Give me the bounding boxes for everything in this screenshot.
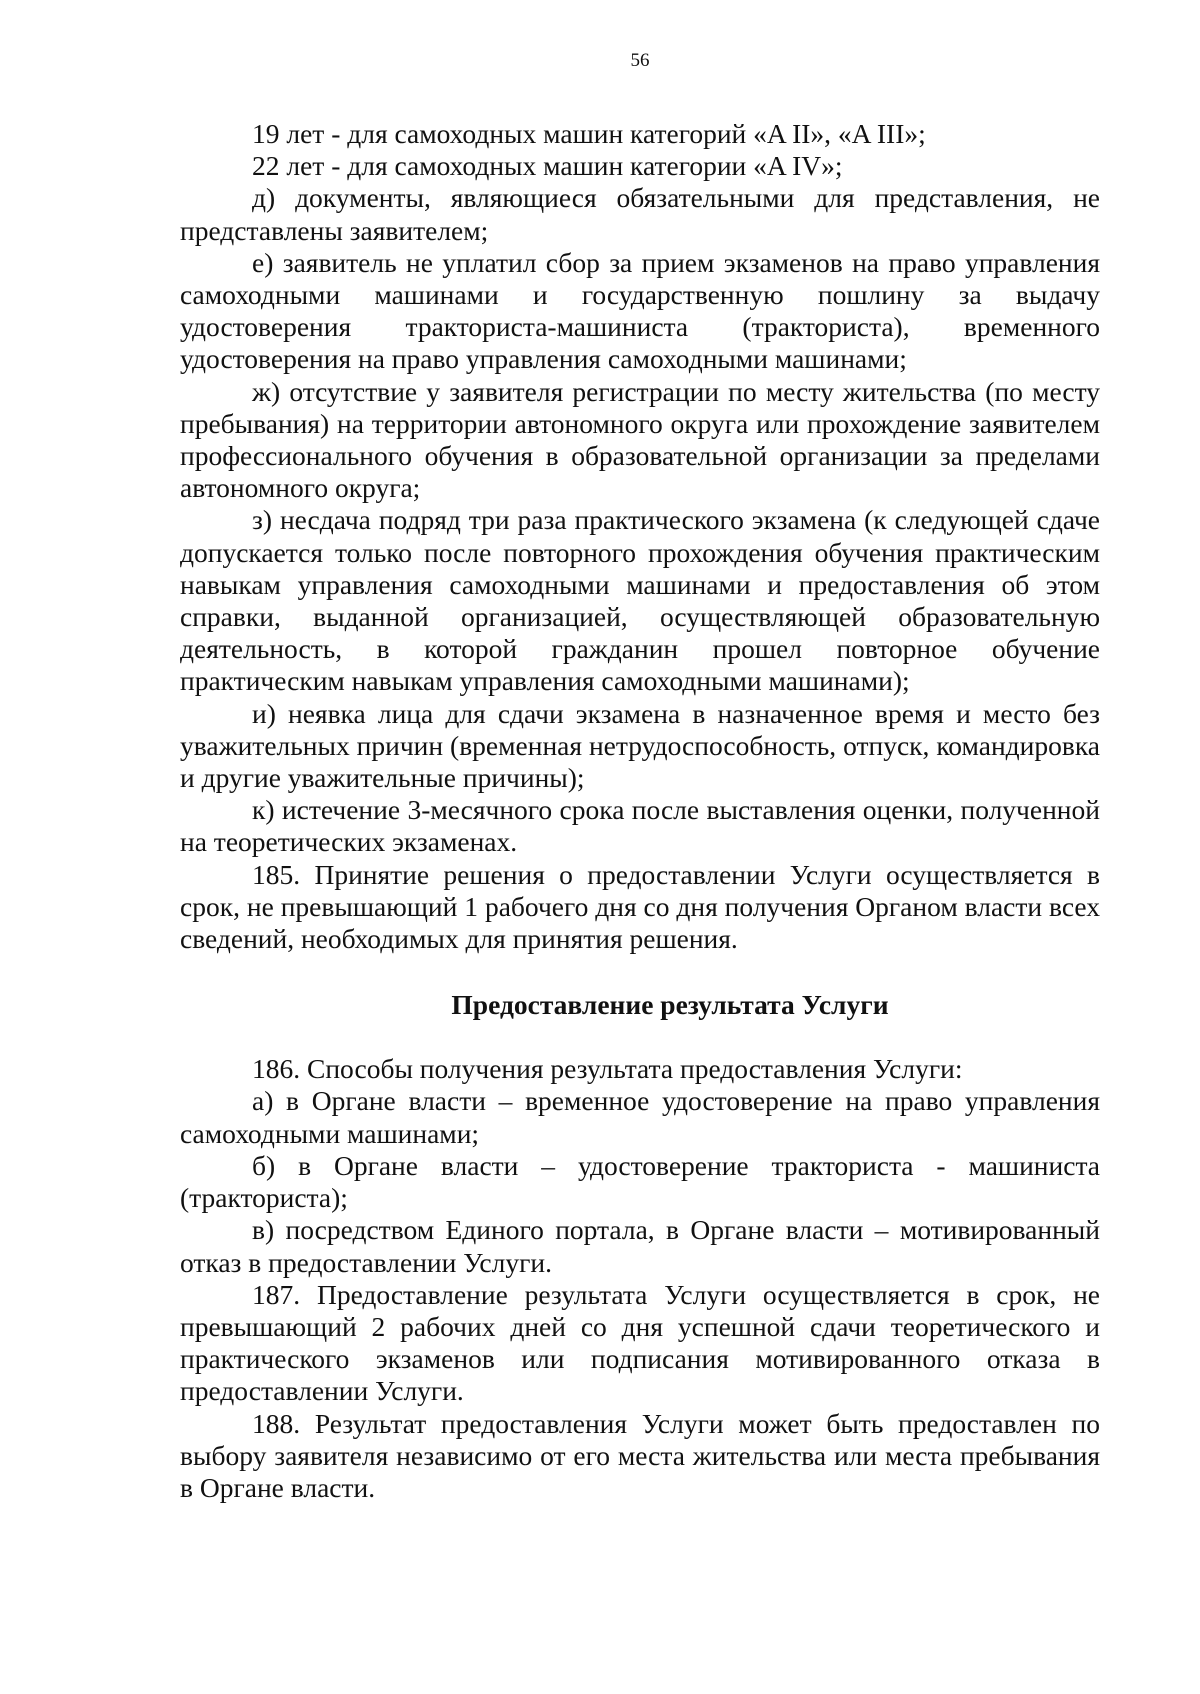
page-number: 56 xyxy=(630,50,650,71)
document-body xyxy=(180,118,1100,1504)
paragraph-187: 187. Предоставление результата Услуги осуществляется в срок, не превышающий 2 рабочих дней со дня успешной сдачи теоретического и практического экзаменов или подписания мотивированного отказа в предоставлении Услуги. xyxy=(180,1278,1100,1407)
paragraph-item-i: и) неявка лица для сдачи экзамена в назначенное время и место без уважительных причин (временная нетрудоспособность, отпуск, командировка и другие уважительные причины); xyxy=(180,697,1100,794)
paragraph-185: 185. Принятие решения о предоставлении Услуги осуществляется в срок, не превышающий 1 рабочего дня со дня получения Органом власти всех сведений, необходимых для принятия решения. xyxy=(180,858,1100,955)
paragraph-item-a: а) в Органе власти – временное удостоверение на право управления самоходными машинами; xyxy=(180,1085,1100,1149)
paragraph-item-b: б) в Органе власти – удостоверение тракториста - машиниста (тракториста); xyxy=(180,1149,1100,1214)
paragraph-item-d: д) документы, являющиеся обязательными для представления, не представлены заявителем; xyxy=(180,182,1100,246)
paragraph-item-zh: ж) отсутствие у заявителя регистрации по месту жительства (по месту пребывания) на территории автономного округа или прохождение заявителем профессионального обучения в образовательной организации за пределами автономного округа; xyxy=(180,375,1100,504)
paragraph-188: 188. Результат предоставления Услуги может быть предоставлен по выбору заявителя независимо от его места жительства или места пребывания в Органе власти. xyxy=(180,1407,1100,1503)
paragraph-age-19: 19 лет - для самоходных машин категорий «A II», «A III»; xyxy=(252,118,926,149)
paragraph-age-22: 22 лет - для самоходных машин категории «A IV»; xyxy=(252,150,843,182)
paragraph-186: 186. Способы получения результата предоставления Услуги: xyxy=(252,1053,963,1085)
section-heading: Предоставление результата Услуги xyxy=(451,989,889,1021)
paragraph-item-e: е) заявитель не уплатил сбор за прием экзаменов на право управления самоходными машинами и государственную пошлину за выдачу удостоверения тракториста-машиниста (тракториста), временного удостоверения на право управления самоходными машинами; xyxy=(180,246,1100,375)
paragraph-item-v: в) посредством Единого портала, в Органе власти – мотивированный отказ в предоставлении Услуги. xyxy=(180,1214,1100,1278)
paragraph-item-k: к) истечение 3-месячного срока после выставления оценки, полученной на теоретических экзаменах. xyxy=(180,794,1100,858)
paragraph-item-z: з) несдача подряд три раза практического экзамена (к следующей сдаче допускается только после повторного прохождения обучения практическим навыкам управления самоходными машинами и предоставления об этом справки, выданной организацией, осуществляющей образовательную деятельность, в которой гражданин прошел повторное обучение практическим навыкам управления самоходными машинами); xyxy=(180,504,1100,697)
